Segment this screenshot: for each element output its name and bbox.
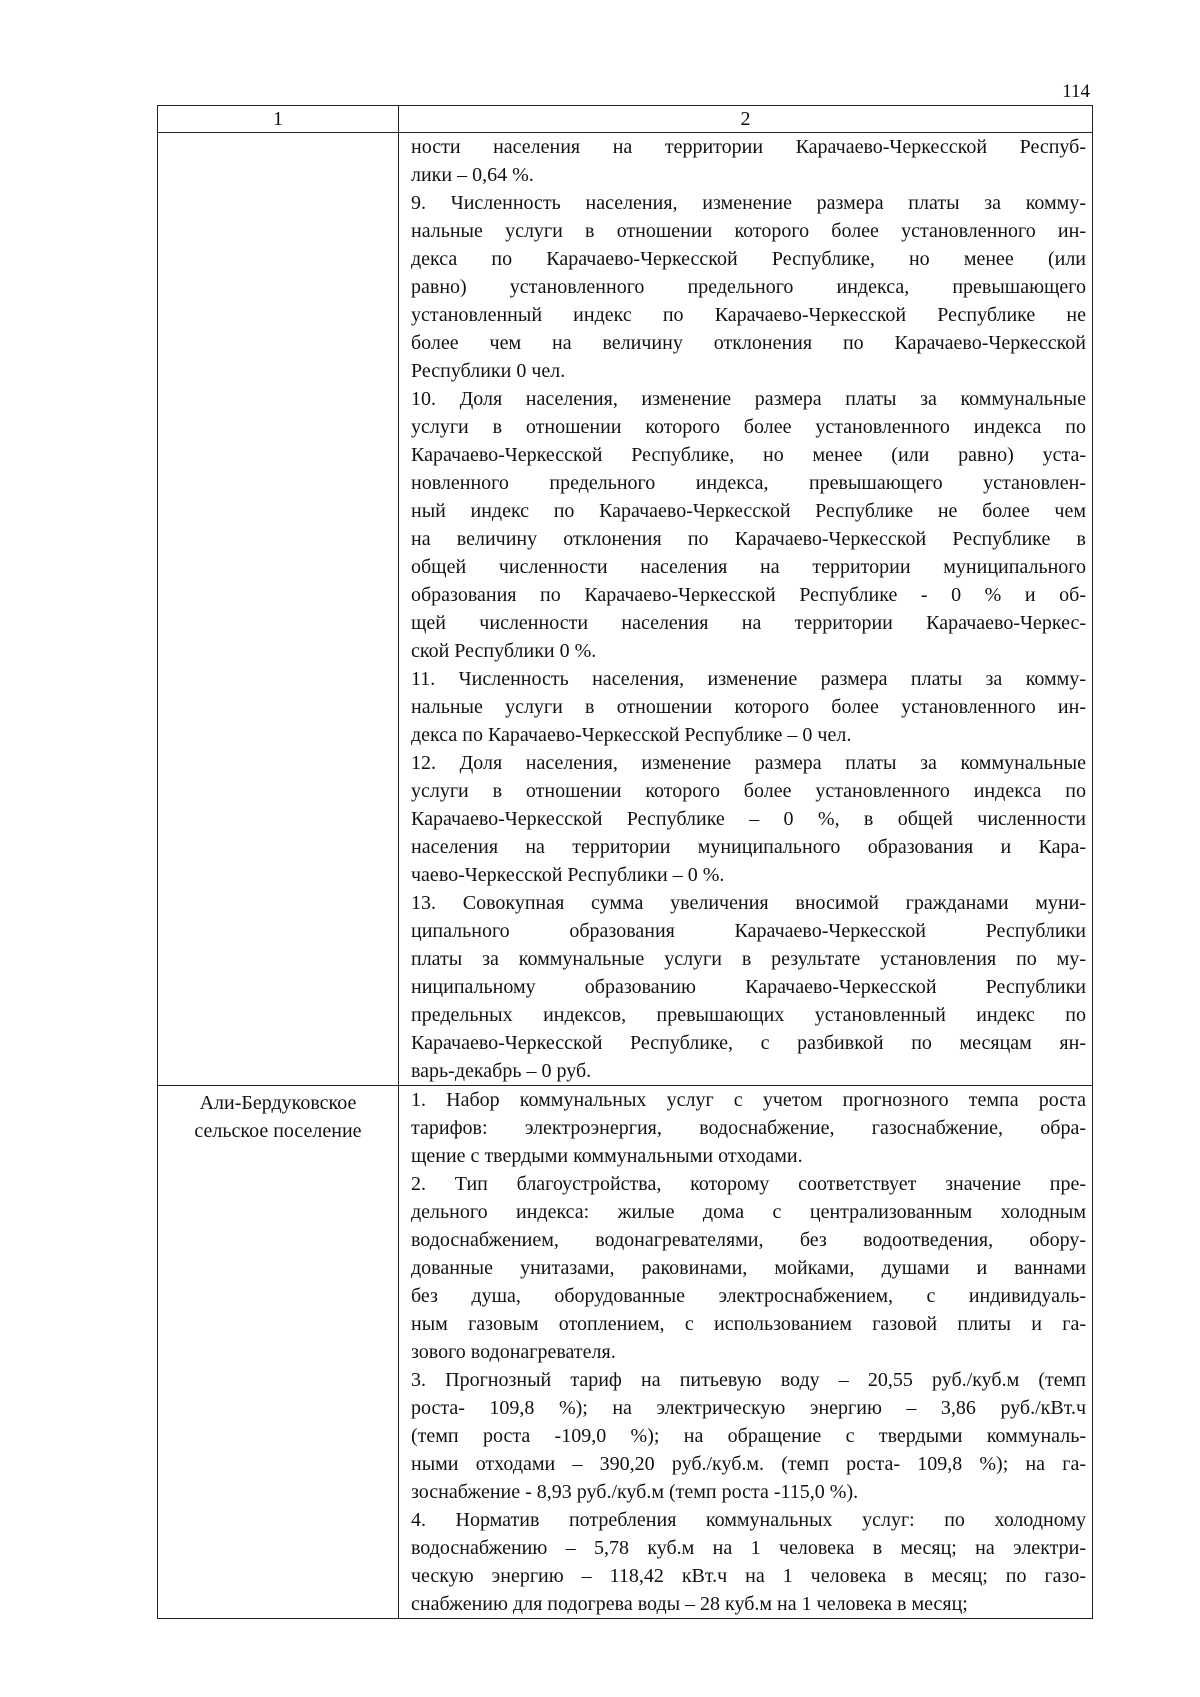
paragraph <box>411 1366 1086 1506</box>
text-line: Карачаево-Черкесской Республике – 0 %, в общей численности <box>411 808 1086 830</box>
text-line: 4. Норматив потребления коммунальных услуг: по холодному <box>411 1509 1086 1531</box>
column-header-1: 1 <box>158 106 399 133</box>
text-line: водоснабжением, водонагревателями, без водоотведения, обору- <box>411 1229 1086 1251</box>
text-line: нальные услуги в отношении которого более установленного ин- <box>411 220 1086 242</box>
text-line: дельного индекса: жилые дома с централизованным холодным <box>411 1201 1086 1223</box>
text-line: лики – 0,64 %. <box>411 164 534 186</box>
paragraph <box>411 133 1086 189</box>
paragraph <box>411 1086 1086 1170</box>
row2-municipality-cell <box>158 1086 399 1619</box>
text-line: снабжению для подогрева воды – 28 куб.м на 1 человека в месяц; <box>411 1593 968 1615</box>
table-row <box>158 133 1093 1086</box>
text-line: щей численности населения на территории Карачаево-Черкес- <box>411 612 1086 634</box>
text-line: ными отходами – 390,20 руб./куб.м. (темп роста- 109,8 %); на га- <box>411 1453 1086 1475</box>
row1-content-cell <box>399 133 1093 1086</box>
text-line: 9. Численность населения, изменение размера платы за комму- <box>411 192 1086 214</box>
paragraph <box>411 665 1086 749</box>
text-line: варь-декабрь – 0 руб. <box>411 1060 592 1082</box>
text-line: Карачаево-Черкесской Республике, с разбивкой по месяцам ян- <box>411 1032 1086 1054</box>
text-line: щение с твердыми коммунальными отходами. <box>411 1145 803 1167</box>
text-line: ципального образования Карачаево-Черкесской Республики <box>411 920 1086 942</box>
text-line: 2. Тип благоустройства, которому соответствует значение пре- <box>411 1173 1086 1195</box>
text-line: более чем на величину отклонения по Карачаево-Черкесской <box>411 332 1086 354</box>
text-line: зового водонагревателя. <box>411 1341 616 1363</box>
row2-content-cell <box>399 1086 1093 1619</box>
table-header-row <box>158 106 1093 133</box>
text-line: 3. Прогнозный тариф на питьевую воду – 20,55 руб./куб.м (темп <box>411 1369 1086 1391</box>
text-line: 10. Доля населения, изменение размера платы за коммунальные <box>411 388 1086 410</box>
text-line: Республики 0 чел. <box>411 360 566 382</box>
text-line: образования по Карачаево-Черкесской Республике - 0 % и об- <box>411 584 1086 606</box>
text-line: на величину отклонения по Карачаево-Черкесской Республике в <box>411 528 1086 550</box>
municipality-name-line: сельское поселение <box>194 1120 362 1142</box>
paragraph <box>411 889 1086 1085</box>
text-line: зоснабжение - 8,93 руб./куб.м (темп роста -115,0 %). <box>411 1481 859 1503</box>
text-line: тарифов: электроэнергия, водоснабжение, газоснабжение, обра- <box>411 1117 1086 1139</box>
text-line: водоснабжению – 5,78 куб.м на 1 человека в месяц; на электри- <box>411 1537 1086 1559</box>
text-line: ности населения на территории Карачаево-Черкесской Респуб- <box>411 136 1086 158</box>
row1-paragraphs <box>411 133 1086 1085</box>
text-line: 11. Численность населения, изменение размера платы за комму- <box>411 668 1086 690</box>
text-line: 13. Совокупная сумма увеличения вносимой гражданами муни- <box>411 892 1086 914</box>
text-line: новленного предельного индекса, превышающего установлен- <box>411 472 1086 494</box>
text-line: Карачаево-Черкесской Республике, но менее (или равно) уста- <box>411 444 1086 466</box>
municipality-name-line: Али-Бердуковское <box>199 1092 357 1114</box>
text-line: платы за коммунальные услуги в результате установления по му- <box>411 948 1086 970</box>
paragraph <box>411 1506 1086 1618</box>
text-line: услуги в отношении которого более установленного индекса по <box>411 780 1086 802</box>
text-line: ниципальному образованию Карачаево-Черкесской Республики <box>411 976 1086 998</box>
text-line: равно) установленного предельного индекса, превышающего <box>411 276 1086 298</box>
text-line: общей численности населения на территории муниципального <box>411 556 1086 578</box>
page-number: 114 <box>1062 81 1090 102</box>
row2-paragraphs <box>411 1086 1086 1618</box>
text-line: 12. Доля населения, изменение размера платы за коммунальные <box>411 752 1086 774</box>
text-line: нальные услуги в отношении которого более установленного ин- <box>411 696 1086 718</box>
document-table <box>157 105 1093 1619</box>
text-line: ный индекс по Карачаево-Черкесской Республике не более чем <box>411 500 1086 522</box>
text-line: ным газовым отоплением, с использованием газовой плиты и га- <box>411 1313 1086 1335</box>
text-line: (темп роста -109,0 %); на обращение с твердыми коммуналь- <box>411 1425 1086 1447</box>
text-line: декса по Карачаево-Черкесской Республике – 0 чел. <box>411 724 852 746</box>
text-line: установленный индекс по Карачаево-Черкесской Республике не <box>411 304 1086 326</box>
text-line: населения на территории муниципального образования и Кара- <box>411 836 1086 858</box>
column-header-2: 2 <box>399 106 1093 133</box>
paragraph <box>411 749 1086 889</box>
text-line: без душа, оборудованные электроснабжением, с индивидуаль- <box>411 1285 1086 1307</box>
text-line: 1. Набор коммунальных услуг с учетом прогнозного темпа роста <box>411 1089 1086 1111</box>
text-line: дованные унитазами, раковинами, мойками, душами и ваннами <box>411 1257 1086 1279</box>
text-line: ской Республики 0 %. <box>411 640 597 662</box>
text-line: декса по Карачаево-Черкесской Республике, но менее (или <box>411 248 1086 270</box>
text-line: услуги в отношении которого более установленного индекса по <box>411 416 1086 438</box>
text-line: предельных индексов, превышающих установленный индекс по <box>411 1004 1086 1026</box>
row1-municipality-cell <box>158 133 399 1086</box>
text-line: роста- 109,8 %); на электрическую энергию – 3,86 руб./кВт.ч <box>411 1397 1086 1419</box>
paragraph <box>411 189 1086 385</box>
text-line: ческую энергию – 118,42 кВт.ч на 1 человека в месяц; по газо- <box>411 1565 1086 1587</box>
paragraph <box>411 1170 1086 1366</box>
table-row <box>158 1086 1093 1619</box>
text-line: чаево-Черкесской Республики – 0 %. <box>411 864 725 886</box>
paragraph <box>411 385 1086 665</box>
